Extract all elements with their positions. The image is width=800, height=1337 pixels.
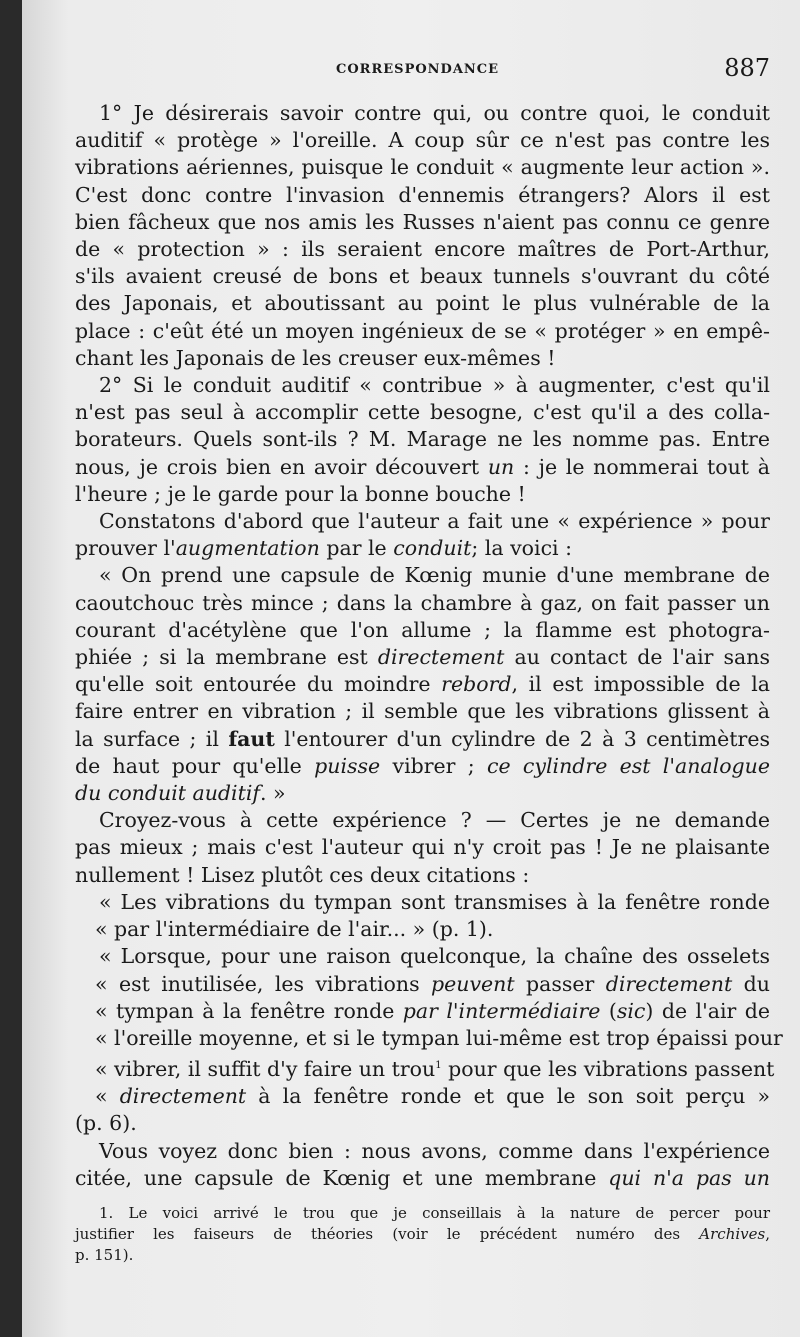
- footnote-marker: 1: [435, 1060, 442, 1072]
- emphasis: directement: [605, 971, 733, 996]
- text-line: n'est pas seul à accomplir cette besogne, c'est qu'il a des colla-: [75, 400, 770, 425]
- text-fragment: du: [732, 971, 770, 996]
- emphasis: sic: [616, 998, 646, 1023]
- emphasis: du conduit auditif: [75, 781, 260, 806]
- text-line: nullement ! Lisez plutôt ces deux citations :: [75, 862, 530, 887]
- text-line: place : c'eût été un moyen ingénieux de se « protéger » en empê-: [75, 318, 770, 343]
- text-fragment: phiée ; si la membrane est: [75, 645, 378, 670]
- text-line: C'est donc contre l'invasion d'ennemis étrangers? Alors il est: [75, 182, 770, 207]
- emphasis: puisse: [314, 753, 381, 778]
- text-line: [75, 644, 770, 671]
- text-line: 2° Si le conduit auditif « contribue » à augmenter, c'est qu'il: [99, 373, 770, 398]
- text-line: l'heure ; je le garde pour la bonne bouche !: [75, 481, 526, 506]
- text-line: (p. 6).: [75, 1111, 137, 1136]
- text-fragment: qu'elle soit entourée du moindre: [75, 672, 442, 697]
- emphasis: ce cylindre est l'analogue: [486, 753, 771, 778]
- text-fragment: au contact de l'air sans: [504, 645, 770, 670]
- text-fragment: « tympan à la fenêtre ronde: [95, 998, 403, 1023]
- text-fragment: « est inutilisée, les vibrations: [95, 971, 431, 996]
- text-line: borateurs. Quels sont-ils ? M. Marage ne les nomme pas. Entre: [75, 427, 770, 452]
- text-line: « Lorsque, pour une raison quelconque, la chaîne des osselets: [99, 944, 770, 969]
- text-fragment: . »: [260, 781, 286, 806]
- emphasis: Archives: [699, 1225, 766, 1243]
- text-line: « On prend une capsule de Kœnig munie d'une membrane de: [99, 563, 770, 588]
- text-fragment: justifier les faiseurs de théories (voir le précédent numéro des: [75, 1225, 700, 1243]
- text-line: [75, 1052, 775, 1083]
- text-fragment: passer: [514, 971, 606, 996]
- text-line: « Les vibrations du tympan sont transmises à la fenêtre ronde: [99, 889, 770, 914]
- footnote-line: 1. Le voici arrivé le trou que je conseillais à la nature de percer pour: [99, 1204, 770, 1222]
- text-line: pas mieux ; mais c'est l'auteur qui n'y croit pas ! Je ne plaisante: [75, 835, 770, 860]
- text-fragment: prouver l': [75, 536, 176, 561]
- page-number: 887: [724, 54, 770, 82]
- text-line: auditif « protège » l'oreille. A coup sûr ce n'est pas contre les: [75, 128, 770, 153]
- text-line: [75, 1083, 770, 1110]
- emphasis: peuvent: [431, 971, 515, 996]
- text-line: [75, 780, 770, 807]
- text-fragment: « vibrer, il suffit d'y faire un trou: [95, 1056, 436, 1081]
- text-fragment: : je le nommerai tout à: [522, 454, 770, 479]
- text-line: [75, 971, 770, 998]
- text-line: Croyez-vous à cette expérience ? — Certes je ne demande: [99, 808, 770, 833]
- page-header: [74, 54, 770, 88]
- text-line: « l'oreille moyenne, et si le tympan lui-même est trop épaissi pour: [95, 1025, 783, 1050]
- text-fragment: l'entourer d'un cylindre de 2 à 3 centimètres: [274, 726, 770, 751]
- text-line: Constatons d'abord que l'auteur a fait une « expérience » pour: [99, 509, 770, 534]
- text-line: [75, 753, 770, 780]
- footnote-line: [75, 1224, 770, 1245]
- emphasis: qui n'a pas un: [608, 1165, 771, 1190]
- emphasis: augmentation: [175, 536, 320, 561]
- text-fragment: ; la voici :: [471, 536, 573, 561]
- text-line: s'ils avaient creusé de bons et beaux tunnels s'ouvrant du côté: [75, 264, 770, 289]
- emphasis: par l'intermédiaire: [402, 998, 601, 1023]
- emphasis: un: [487, 454, 515, 479]
- text-line: chant les Japonais de les creuser eux-mêmes !: [75, 345, 556, 370]
- text-line: [75, 535, 770, 562]
- book-page: [22, 0, 800, 1337]
- text-fragment: par le: [319, 536, 394, 561]
- text-line: [75, 454, 770, 481]
- text-line: [75, 726, 770, 753]
- text-line: Vous voyez donc bien : nous avons, comme dans l'expérience: [99, 1138, 770, 1163]
- footnote-line: p. 151).: [75, 1246, 134, 1264]
- text-fragment: , il est impossible de la: [511, 672, 770, 697]
- text-fragment: ) de l'air de: [645, 998, 770, 1023]
- running-head: CORRESPONDANCE: [336, 62, 500, 77]
- text-fragment: la surface ; il: [75, 726, 229, 751]
- text-line: [75, 1165, 770, 1192]
- emphasis: directement: [119, 1084, 247, 1109]
- text-fragment: pour que les vibrations passent: [441, 1056, 775, 1081]
- emphasis: directement: [377, 645, 505, 670]
- text-line: caoutchouc très mince ; dans la chambre à gaz, on fait passer un: [75, 590, 770, 615]
- text-line: [75, 671, 770, 698]
- emphasis: conduit: [393, 536, 472, 561]
- emphasis: rebord: [441, 672, 512, 697]
- bold-text: faut: [228, 726, 275, 751]
- text-fragment: de haut pour qu'elle: [75, 753, 315, 778]
- text-line: courant d'acétylène que l'on allume ; la flamme est photogra-: [75, 617, 770, 642]
- text-line: vibrations aériennes, puisque le conduit « augmente leur action ».: [75, 155, 770, 180]
- footnote: [75, 1203, 770, 1266]
- text-line: [75, 998, 770, 1025]
- text-line: des Japonais, et aboutissant au point le plus vulnérable de la: [75, 291, 770, 316]
- text-fragment: citée, une capsule de Kœnig et une membrane: [75, 1165, 609, 1190]
- text-fragment: vibrer ;: [380, 753, 487, 778]
- text-fragment: ,: [765, 1225, 770, 1243]
- text-line: « par l'intermédiaire de l'air... » (p. 1).: [95, 917, 494, 942]
- text-fragment: à la fenêtre ronde et que le son soit perçu »: [246, 1084, 770, 1109]
- text-fragment: (: [600, 998, 617, 1023]
- text-line: 1° Je désirerais savoir contre qui, ou contre quoi, le conduit: [99, 101, 770, 125]
- body-text: [75, 100, 783, 1192]
- text-line: de « protection » : ils seraient encore maîtres de Port-Arthur,: [75, 237, 770, 262]
- text-fragment: «: [95, 1084, 120, 1109]
- text-line: bien fâcheux que nos amis les Russes n'aient pas connu ce genre: [75, 209, 770, 234]
- text-line: faire entrer en vibration ; il semble que les vibrations glissent à: [75, 699, 770, 724]
- text-fragment: nous, je crois bien en avoir découvert: [75, 454, 480, 479]
